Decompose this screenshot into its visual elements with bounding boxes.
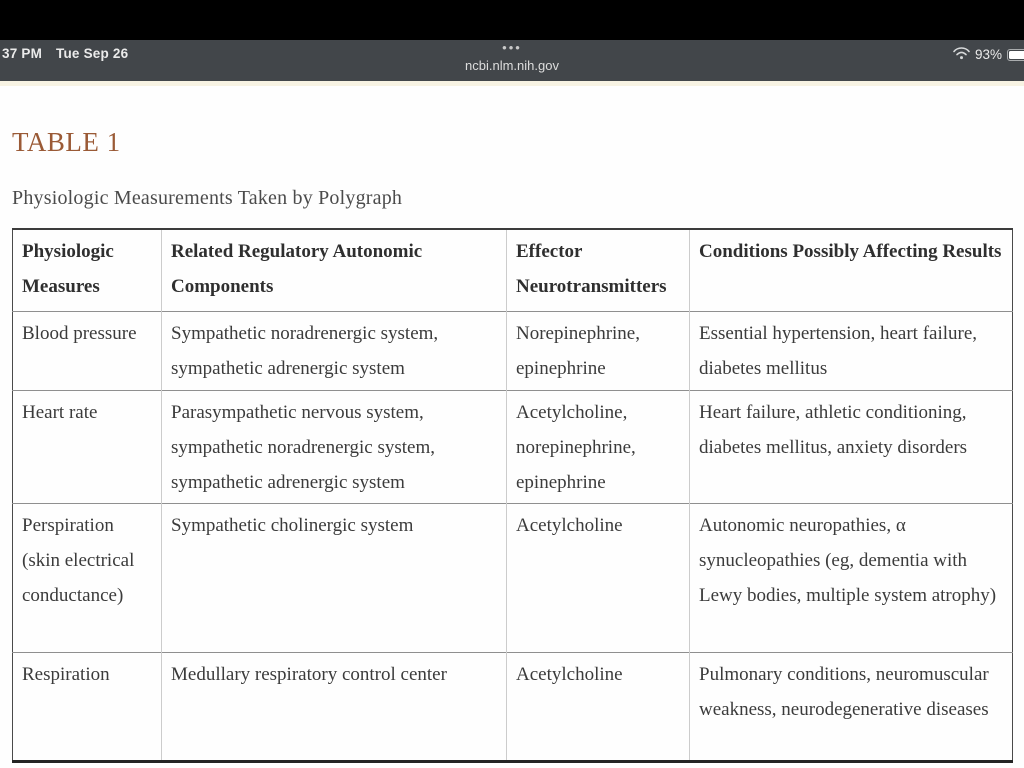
- table-cell: Sympathetic cholinergic system: [162, 503, 507, 652]
- table-cell: Pulmonary conditions, neuromuscular weakness, neurodegenerative diseases: [690, 652, 1013, 761]
- toolbar-shadow-strip: [0, 81, 1024, 86]
- device-top-bar: [0, 0, 1024, 40]
- table-cell: Perspiration (skin electrical conductance): [13, 503, 162, 652]
- table-body: [13, 311, 1013, 761]
- table-row: [13, 390, 1013, 503]
- wifi-icon: [953, 47, 970, 63]
- table-cell: Acetylcholine: [507, 652, 690, 761]
- status-indicators: [953, 46, 1024, 63]
- table-cell: Acetylcholine: [507, 503, 690, 652]
- table-cell: Heart failure, athletic conditioning, diabetes mellitus, anxiety disorders: [690, 390, 1013, 503]
- table-cell: Heart rate: [13, 390, 162, 503]
- site-url-label[interactable]: ncbi.nlm.nih.gov: [465, 58, 559, 73]
- table-header-cell: Related Regulatory Autonomic Components: [162, 229, 507, 311]
- table-cell: Respiration: [13, 652, 162, 761]
- page-content: [0, 81, 1024, 768]
- table-title: TABLE 1: [12, 127, 121, 157]
- battery-icon: [1007, 49, 1024, 61]
- table-cell: Medullary respiratory control center: [162, 652, 507, 761]
- table-header-cell: Effector Neurotransmitters: [507, 229, 690, 311]
- status-bar: [0, 40, 1024, 81]
- table-header: [13, 229, 1013, 311]
- article-body: [0, 128, 1024, 763]
- table-cell: Sympathetic noradrenergic system, sympathetic adrenergic system: [162, 311, 507, 390]
- table-header-cell: Physiologic Measures: [22, 241, 114, 298]
- table-cell: Norepinephrine, epinephrine: [507, 311, 690, 390]
- table-header-row: [13, 229, 1013, 311]
- table-cell: Parasympathetic nervous system, sympathetic noradrenergic system, sympathetic adrenergic system: [162, 390, 507, 503]
- table-header-cell: Conditions Possibly Affecting Results: [690, 229, 1013, 311]
- table-cell: Blood pressure: [13, 311, 162, 390]
- table-cell: Autonomic neuropathies, α synucleopathies (eg, dementia with Lewy bodies, multiple system atrophy): [690, 503, 1013, 652]
- date-label: Tue Sep 26: [56, 46, 129, 61]
- table-cell: Acetylcholine, norepinephrine, epinephrine: [507, 390, 690, 503]
- table-row: [13, 311, 1013, 390]
- table-cell: Essential hypertension, heart failure, diabetes mellitus: [690, 311, 1013, 390]
- multitask-handle-icon[interactable]: •••: [502, 40, 522, 55]
- table-row: [13, 503, 1013, 652]
- battery-percent-label: 93%: [974, 47, 1002, 62]
- table-row: [13, 652, 1013, 761]
- polygraph-table: [12, 228, 1013, 763]
- clock-label: 37 PM: [2, 46, 43, 61]
- table-caption: Physiologic Measurements Taken by Polygraph: [12, 187, 403, 210]
